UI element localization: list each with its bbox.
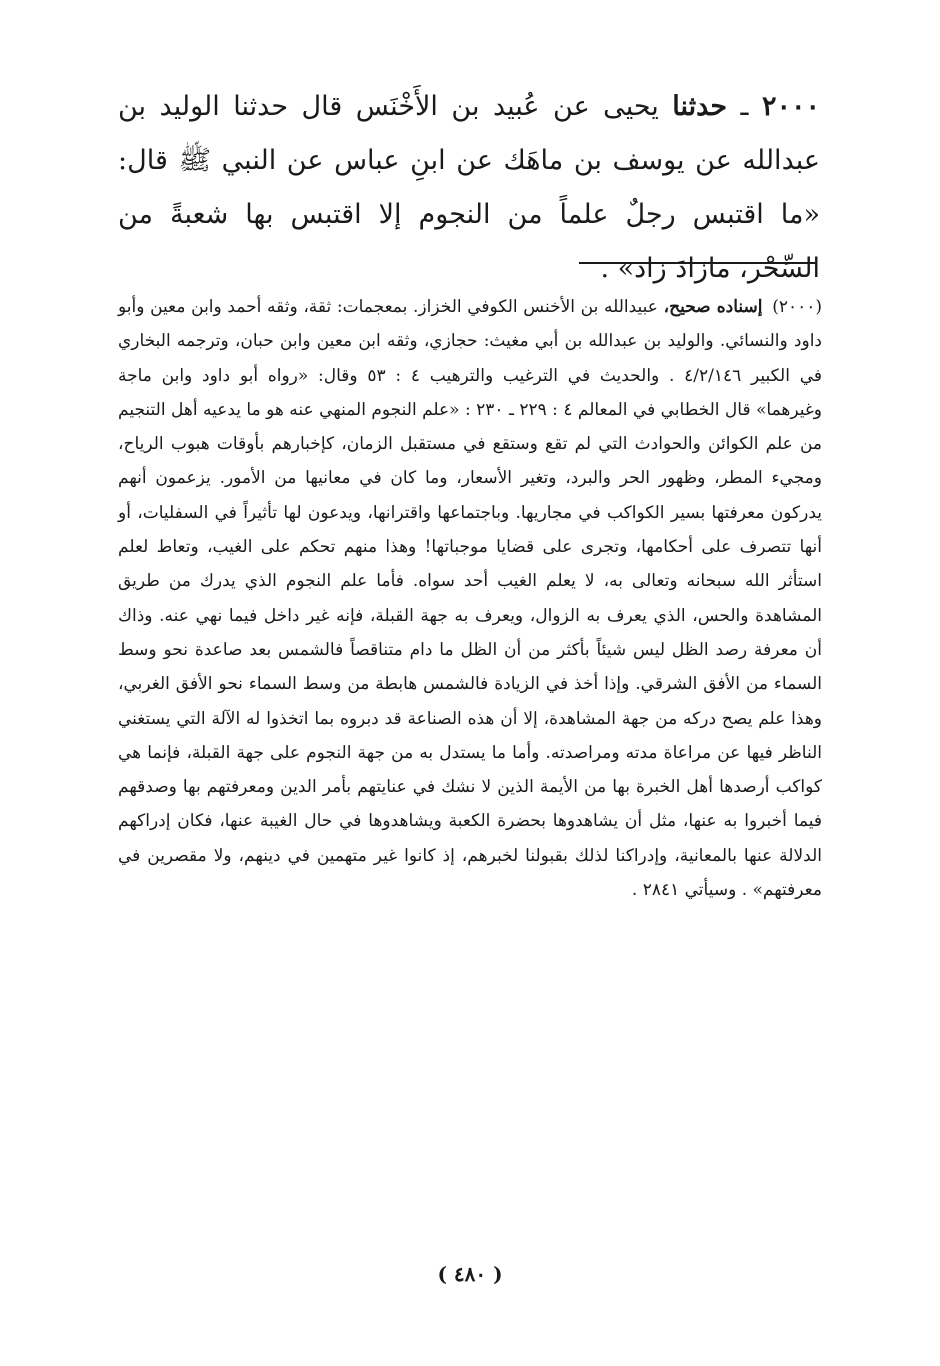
footnote-separator	[579, 262, 815, 264]
footnote-paragraph	[118, 290, 822, 907]
hadith-dash: ـ	[740, 91, 749, 122]
hadith-lead-word: حدثنا	[672, 91, 728, 122]
hadith-number: ٢٠٠٠	[761, 91, 820, 122]
hadith-text: يحيى عن عُبيد بن الأَخْنَس قال حدثنا الوليد بن عبدالله عن يوسف بن ماهَك عن ابنِ عباس عن النبي ﷺ قال: «ما اقتبس رجلٌ علماً من النجوم إلا اقتبس بها شعبةً من السِّحْر، مازادَ زاد» .	[118, 91, 820, 284]
page-number: ( ٤٨٠ )	[437, 1262, 503, 1286]
footnote-grade: إسناده صحيح،	[663, 297, 763, 317]
footnote-text: عبيدالله بن الأخنس الكوفي الخزاز. بمعجمات: ثقة، وثقه أحمد وابن معين وأبو داود والنسائي. والوليد بن عبدالله بن أبي مغيث: حجازي، وثقه ابن معين وابن حبان، وترجمه البخاري في الكبير ٤/٢/١٤٦ . والحديث في الترغيب والترهيب ٤ : ٥٣ وقال: «رواه أبو داود وابن ماجة وغيرهما» قال الخطابي في المعالم ٤ : ٢٢٩ ـ ٢٣٠ : «علم النجوم المنهي عنه هو ما يدعيه أهل التنجيم من علم الكوائن والحوادث التي لم تقع وستقع في مستقبل الزمان، كإخبارهم بأوقات هبوب الرياح، ومجيء المطر، وظهور الحر والبرد، وتغير الأسعار، وما كان في معانيها من الأمور. يزعمون أنهم يدركون معرفتها بسير الكواكب في مجاريها. وباجتماعها واقترانها، ويدعون لها تأثيراً في السفليات، أو أنها تتصرف على أحكامها، وتجرى على قضايا موجباتها! وهذا منهم تحكم على الغيب، وتعاط لعلم استأثر الله سبحانه وتعالى به، لا يعلم الغيب أحد سواه. فأما علم النجوم الذي يدرك من طريق المشاهدة والحس، الذي يعرف به الزوال، ويعرف به جهة القبلة، فإنه غير داخل فيما نهي عنه. وذاك أن معرفة رصد الظل ليس شيئاً بأكثر من أن الظل ما دام متناقصاً فالشمس بعد صاعدة نحو وسط السماء من الأفق الشرقي. وإذا أخذ في الزيادة فالشمس هابطة من وسط السماء نحو الأفق الغربي، وهذا علم يصح دركه من جهة المشاهدة، إلا أن هذه الصناعة قد دبروه بما اتخذوا له الآلة التي يستغني الناظر فيها عن مراعاة مدته ومراصدته. وأما ما يستدل به من جهة النجوم على جهة القبلة، فإنما هي كواكب أرصدها أهل الخبرة بها من الأيمة الذين لا نشك في عنايتهم بأمر الدين ومعرفتهم بها وصدقهم فيما أخبروا به عنها، مثل أن يشاهدوها بحضرة الكعبة ويشاهدوها في حال الغيبة عنها، فكان إدراكهم الدلالة عنها بالمعانية، وإدراكنا لذلك بقبولنا لخبرهم، إذ كانوا غير متهمين في دينهم، ولا مقصرين في معرفتهم» . وسيأتي ٢٨٤١ .	[118, 297, 822, 901]
footnote-number: (٢٠٠٠)	[772, 297, 822, 317]
